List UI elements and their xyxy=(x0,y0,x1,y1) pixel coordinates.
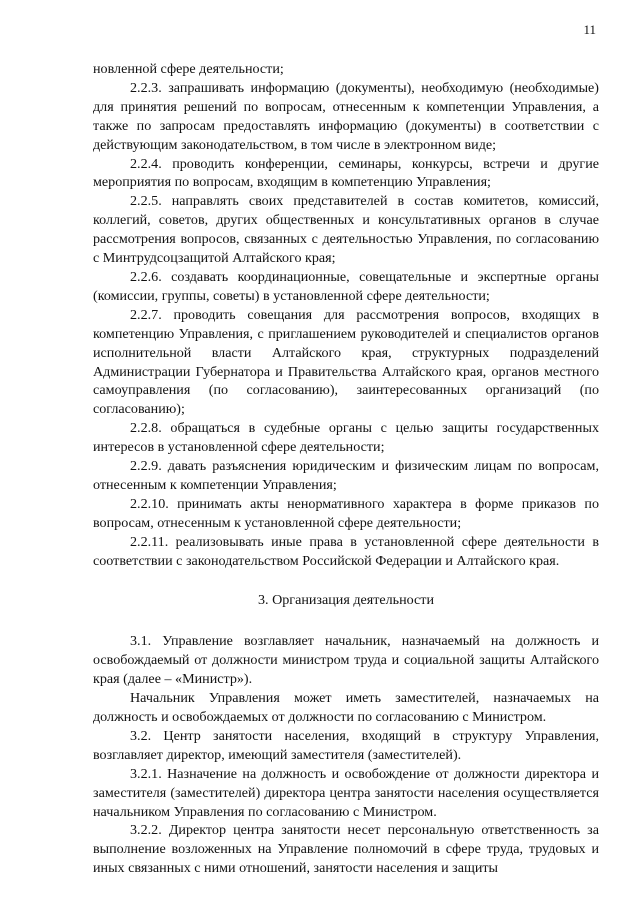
paragraph-2-2-4: 2.2.4. проводить конференции, семинары, конкурсы, встречи и другие мероприятия по вопросам, входящим в компетенцию Управления; xyxy=(93,155,599,191)
paragraph-2-2-8: 2.2.8. обращаться в судебные органы с целью защиты государственных интересов в установленной сфере деятельности; xyxy=(93,420,599,456)
paragraph-2-2-5: 2.2.5. направлять своих представителей в состав комитетов, комиссий, коллегий, советов, других общественных и консультативных органов в случае рассмотрения вопросов, связанных с деятельностью Управления, по согласованию с Минтрудсоцзащитой Алтайского края; xyxy=(93,193,599,267)
paragraph-deputies: Начальник Управления может иметь заместителей, назначаемых на должность и освобождаемых от должности по согласованию с Министром. xyxy=(93,690,599,725)
document-body xyxy=(93,60,599,878)
section-2-rights-list xyxy=(93,60,599,570)
paragraph-3-2-1: 3.2.1. Назначение на должность и освобождение от должности директора и заместителя (заместителей) директора центра занятости населения осуществляется начальником Управления по согласованию с Министром. xyxy=(93,765,599,820)
paragraph-2-2-6: 2.2.6. создавать координационные, совещательные и экспертные органы (комиссии, группы, советы) в установленной сфере деятельности; xyxy=(93,268,599,304)
page-number: 11 xyxy=(583,22,596,37)
paragraph-3-2: 3.2. Центр занятости населения, входящий в структуру Управления, возглавляет директор, имеющий заместителя (заместителей). xyxy=(93,727,599,763)
paragraph-2-2-11: 2.2.11. реализовывать иные права в установленной сфере деятельности в соответствии с законодательством Российской Федерации и Алтайского края. xyxy=(93,533,599,569)
paragraph-2-2-3: 2.2.3. запрашивать информацию (документы), необходимую (необходимые) для принятия решений по вопросам, отнесенным к компетенции Управления, а также по запросам предоставлять информацию (документы) в соответствии с действующим законодательством, в том числе в электронном виде; xyxy=(93,79,599,153)
paragraph-3-1: 3.1. Управление возглавляет начальник, назначаемый на должность и освобождаемый от должности министром труда и социальной защиты Алтайского края (далее – «Министр»). xyxy=(93,633,599,688)
paragraph-2-2-7: 2.2.7. проводить совещания для рассмотрения вопросов, входящих в компетенцию Управления, с приглашением руководителей и специалистов органов исполнительной власти Алтайского края, структурных подразделений Администрации Губернатора и Правительства Алтайского края, органов местного самоуправления (по согласованию), заинтересованных организаций (по согласованию); xyxy=(93,306,599,418)
paragraph-2-2-9: 2.2.9. давать разъяснения юридическим и физическим лицам по вопросам, отнесенным к компетенции Управления; xyxy=(93,458,599,493)
section-3-organization xyxy=(93,632,599,878)
paragraph-2-2-10: 2.2.10. принимать акты ненормативного характера в форме приказов по вопросам, отнесенным к установленной сфере деятельности; xyxy=(93,495,599,531)
paragraph: новленной сфере деятельности; xyxy=(93,61,284,77)
paragraph-3-2-2: 3.2.2. Директор центра занятости несет персональную ответственность за выполнение возложенных на Управление полномочий в сфере труда, трудовых и иных связанных с ними отношений, занятости населения и защиты xyxy=(93,822,599,877)
section-3-heading: 3. Организация деятельности xyxy=(257,592,435,609)
